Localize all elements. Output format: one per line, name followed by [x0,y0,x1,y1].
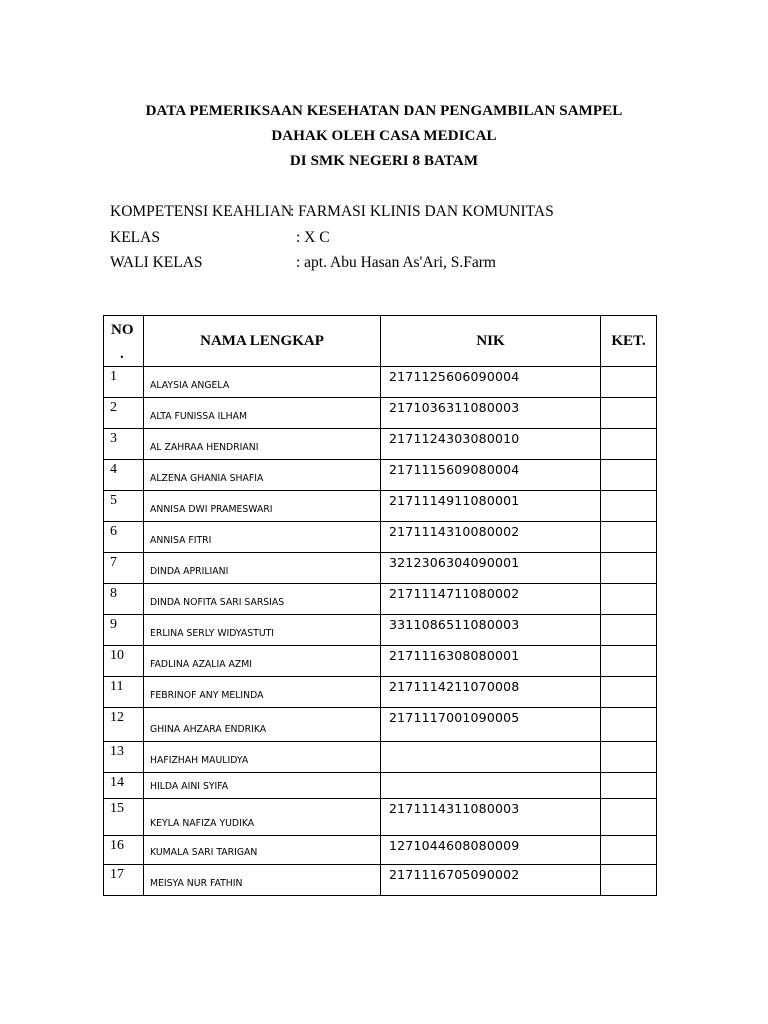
table-row [104,398,657,429]
cell-nik: 2171114310080002 [381,522,601,553]
cell-no: 3 [104,429,144,460]
cell-name: ALTA FUNISSA ILHAM [144,398,381,429]
info-label: WALI KELAS [110,254,203,271]
cell-no: 1 [104,367,144,398]
document-title-line-3: DI SMK NEGERI 8 BATAM [289,153,479,169]
cell-nik: 2171116705090002 [381,865,601,896]
cell-nik: 3212306304090001 [381,553,601,584]
info-label: KELAS [110,229,160,246]
table-row [104,491,657,522]
cell-no: 11 [104,677,144,708]
cell-nik: 2171116308080001 [381,646,601,677]
table-row [104,367,657,398]
cell-nik: 2171117001090005 [381,708,601,742]
cell-name: ALZENA GHANIA SHAFIA [144,460,381,491]
table-row [104,836,657,865]
cell-ket [601,836,657,865]
cell-name: HAFIZHAH MAULIDYA [144,742,381,773]
info-value: : apt. Abu Hasan As'Ari, S.Farm [296,254,496,271]
cell-ket [601,460,657,491]
student-table [103,315,657,896]
table-row [104,865,657,896]
cell-name: ANNISA FITRI [144,522,381,553]
cell-name: DINDA APRILIANI [144,553,381,584]
cell-ket [601,491,657,522]
cell-nik: 2171114911080001 [381,491,601,522]
document-title-line-1: DATA PEMERIKSAAN KESEHATAN DAN PENGAMBILAN SAMPEL [145,103,623,119]
cell-ket [601,799,657,836]
table-row [104,522,657,553]
cell-name: AL ZAHRAA HENDRIANI [144,429,381,460]
cell-name: KUMALA SARI TARIGAN [144,836,381,865]
cell-ket [601,708,657,742]
cell-no: 2 [104,398,144,429]
cell-name: ERLINA SERLY WIDYASTUTI [144,615,381,646]
cell-name: GHINA AHZARA ENDRIKA [144,708,381,742]
cell-name: ANNISA DWI PRAMESWARI [144,491,381,522]
cell-no: 5 [104,491,144,522]
cell-name: KEYLA NAFIZA YUDIKA [144,799,381,836]
info-value: : X C [296,229,330,246]
cell-nik [381,742,601,773]
table-row [104,742,657,773]
cell-nik: 2171114311080003 [381,799,601,836]
table-row [104,677,657,708]
info-label: KOMPETENSI KEAHLIAN [110,203,293,220]
cell-nik: 2171115609080004 [381,460,601,491]
cell-no: 12 [104,708,144,742]
info-value: : FARMASI KLINIS DAN KOMUNITAS [290,203,554,220]
cell-ket [601,677,657,708]
table-row [104,646,657,677]
cell-name: DINDA NOFITA SARI SARSIAS [144,584,381,615]
cell-ket [601,865,657,896]
cell-no: 7 [104,553,144,584]
header-name: NAMA LENGKAP [144,316,381,367]
cell-ket [601,615,657,646]
table-row [104,553,657,584]
table-row [104,615,657,646]
table-row [104,429,657,460]
cell-name: ALAYSIA ANGELA [144,367,381,398]
cell-ket [601,553,657,584]
cell-nik: 3311086511080003 [381,615,601,646]
cell-name: FEBRINOF ANY MELINDA [144,677,381,708]
table-row [104,773,657,799]
cell-nik: 2171114211070008 [381,677,601,708]
cell-nik: 2171114711080002 [381,584,601,615]
cell-no: 14 [104,773,144,799]
cell-nik: 1271044608080009 [381,836,601,865]
cell-no: 9 [104,615,144,646]
cell-name: MEISYA NUR FATHIN [144,865,381,896]
cell-no: 10 [104,646,144,677]
cell-no: 4 [104,460,144,491]
cell-ket [601,522,657,553]
table-row [104,799,657,836]
cell-ket [601,646,657,677]
cell-ket [601,367,657,398]
table-row [104,708,657,742]
cell-no: 15 [104,799,144,836]
table-row [104,584,657,615]
cell-nik [381,773,601,799]
header-no [104,316,144,367]
header-ket: KET. [601,316,657,367]
cell-no: 13 [104,742,144,773]
cell-name: FADLINA AZALIA AZMI [144,646,381,677]
header-nik: NIK [381,316,601,367]
cell-ket [601,773,657,799]
cell-nik: 2171125606090004 [381,367,601,398]
document-title-line-2: DAHAK OLEH CASA MEDICAL [271,128,497,144]
cell-nik: 2171124303080010 [381,429,601,460]
header-no-line2: . [120,346,124,362]
table-header-row [104,316,657,367]
header-no-line1: NO [111,322,134,338]
cell-ket [601,742,657,773]
cell-ket [601,398,657,429]
cell-no: 16 [104,836,144,865]
cell-no: 6 [104,522,144,553]
table-row [104,460,657,491]
cell-ket [601,429,657,460]
cell-no: 8 [104,584,144,615]
cell-name: HILDA AINI SYIFA [144,773,381,799]
cell-no: 17 [104,865,144,896]
cell-nik: 2171036311080003 [381,398,601,429]
cell-ket [601,584,657,615]
